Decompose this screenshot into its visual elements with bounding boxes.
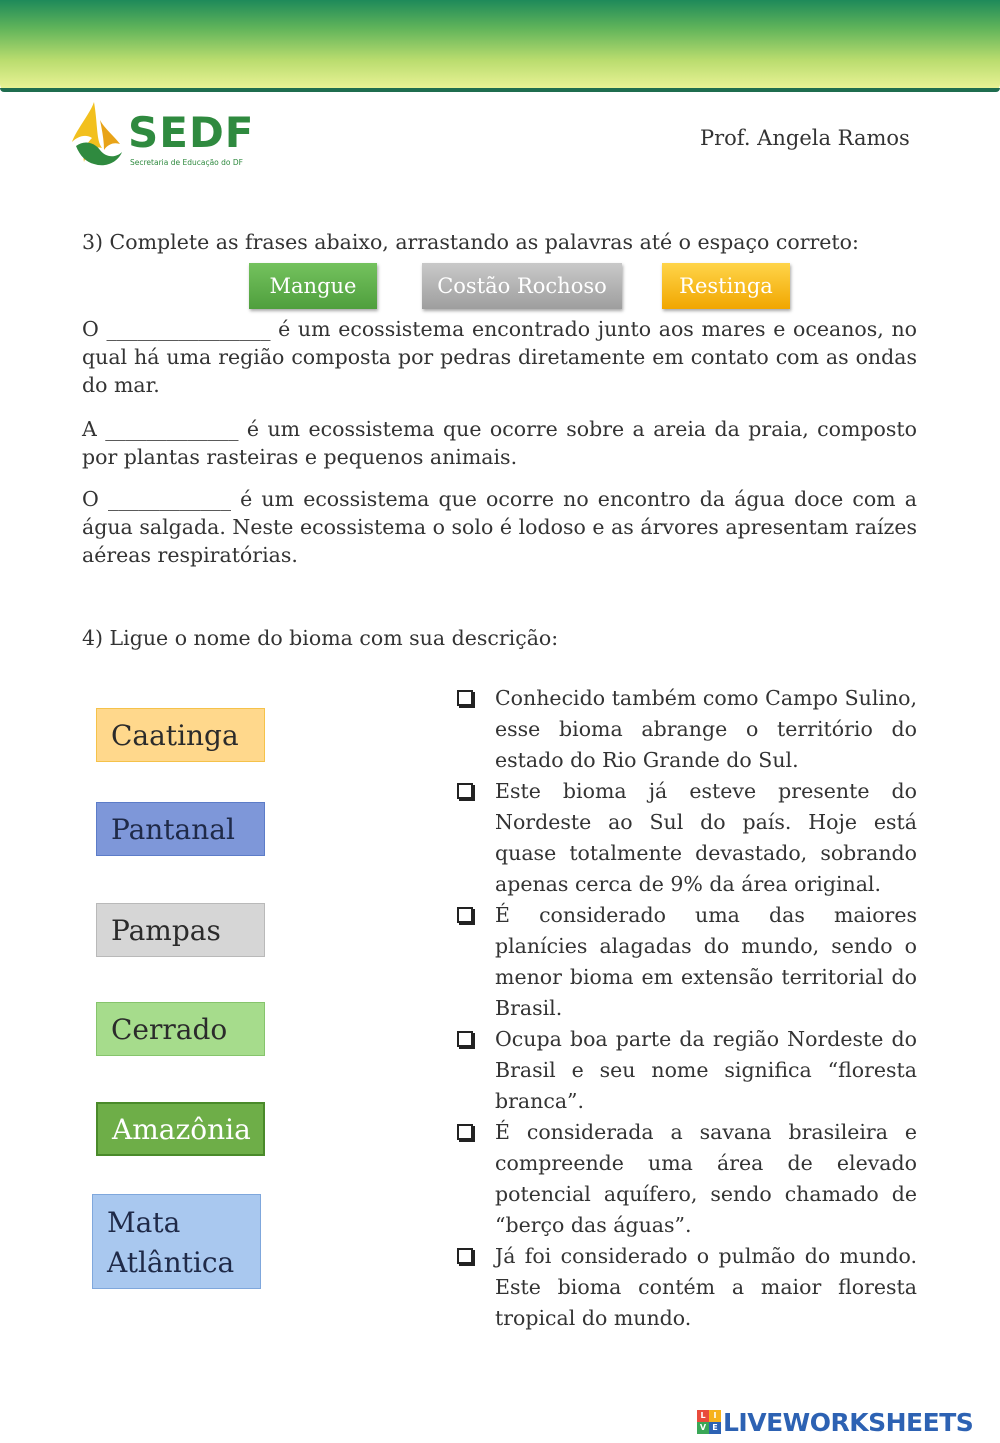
- description-item: [455, 1241, 917, 1334]
- liveworksheets-icon: L I V E: [697, 1410, 721, 1434]
- biome-cerrado[interactable]: Cerrado: [96, 1002, 265, 1056]
- question-4-title: 4) Ligue o nome do bioma com sua descrição:: [82, 626, 559, 650]
- checkbox-icon[interactable]: [457, 1124, 473, 1140]
- liveworksheets-logo[interactable]: [697, 1405, 973, 1439]
- description-list: [455, 683, 917, 1334]
- description-text: Conhecido também como Campo Sulino, esse bioma abrange o território do estado do Rio Grande do Sul.: [495, 686, 917, 772]
- description-text: É considerada a savana brasileira e compreende uma área de elevado potencial aquífero, sendo chamado de “berço das águas”.: [495, 1120, 917, 1237]
- sedf-flame-icon: [70, 100, 126, 170]
- sentence-3: O ____________ é um ecossistema que ocorre no encontro da água doce com a água salgada. Neste ecossistema o solo é lodoso e as árvores apresentam raízes aéreas respiratórias.: [82, 487, 917, 567]
- sedf-logo: [70, 100, 255, 170]
- description-item: [455, 776, 917, 900]
- biome-mata-atlantica[interactable]: Mata Atlântica: [92, 1194, 261, 1289]
- biome-pantanal[interactable]: Pantanal: [96, 802, 265, 856]
- biome-caatinga[interactable]: Caatinga: [96, 708, 265, 762]
- biome-amazonia[interactable]: Amazônia: [96, 1102, 265, 1156]
- sentence-1: O ________________ é um ecossistema encontrado junto aos mares e oceanos, no qual há uma região composta por pedras diretamente em contato com as ondas do mar.: [82, 317, 917, 397]
- biome-pampas[interactable]: Pampas: [96, 903, 265, 957]
- description-text: É considerado uma das maiores planícies alagadas do mundo, sendo o menor bioma em extensão territorial do Brasil.: [495, 903, 917, 1020]
- question-3-title: 3) Complete as frases abaixo, arrastando as palavras até o espaço correto:: [82, 230, 859, 254]
- description-item: [455, 1117, 917, 1241]
- description-item: [455, 900, 917, 1024]
- word-restinga-button[interactable]: Restinga: [662, 263, 790, 309]
- description-text: Já foi considerado o pulmão do mundo. Este bioma contém a maior floresta tropical do mundo.: [495, 1244, 917, 1330]
- header-banner: [0, 0, 1000, 92]
- checkbox-icon[interactable]: [457, 783, 473, 799]
- word-mangue-button[interactable]: Mangue: [249, 263, 377, 309]
- description-text: Este bioma já esteve presente do Nordeste ao Sul do país. Hoje está quase totalmente devastado, sobrando apenas cerca de 9% da área original.: [495, 779, 917, 896]
- sedf-subtitle: Secretaria de Educação do DF: [130, 158, 243, 167]
- checkbox-icon[interactable]: [457, 1248, 473, 1264]
- checkbox-icon[interactable]: [457, 907, 473, 923]
- description-item: [455, 1024, 917, 1117]
- description-text: Ocupa boa parte da região Nordeste do Brasil e seu nome significa “floresta branca”.: [495, 1027, 917, 1113]
- sedf-wordmark: SEDF: [128, 108, 255, 157]
- checkbox-icon[interactable]: [457, 1031, 473, 1047]
- author-name: Prof. Angela Ramos: [700, 126, 910, 150]
- sentence-2: A _____________ é um ecossistema que ocorre sobre a areia da praia, composto por plantas rasteiras e pequenos animais.: [82, 417, 917, 469]
- word-costao-rochoso-button[interactable]: Costão Rochoso: [422, 263, 622, 309]
- checkbox-icon[interactable]: [457, 690, 473, 706]
- liveworksheets-wordmark: LIVEWORKSHEETS: [723, 1407, 974, 1437]
- description-item: [455, 683, 917, 776]
